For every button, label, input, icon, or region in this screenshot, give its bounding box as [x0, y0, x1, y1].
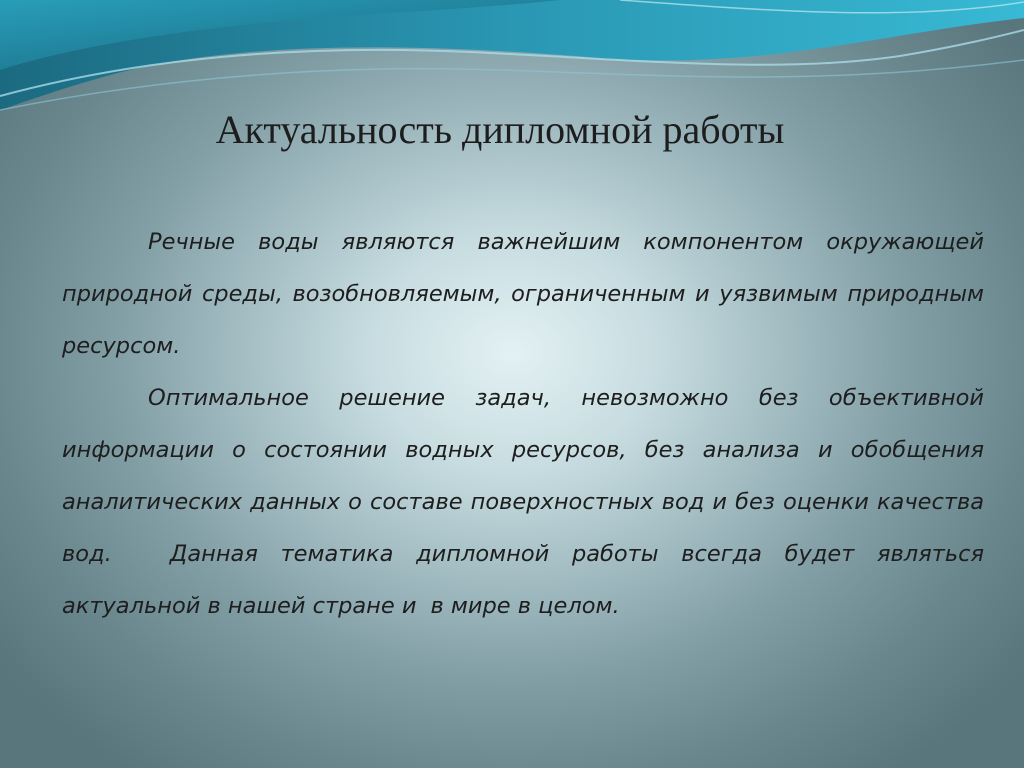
paragraph-relevance-part3: в мире в целом.: [430, 593, 620, 619]
wave-highlight-2: [0, 60, 1024, 110]
slide-body: [62, 216, 984, 632]
paragraph-relevance: [62, 372, 984, 632]
slide-title: Актуальность дипломной работы: [215, 107, 785, 152]
paragraph-rivers: Речные воды являются важнейшим компонентом окружающей природной среды, возобновляемым, ограниченным и уязвимым природным ресурсом.: [62, 229, 984, 359]
paragraph-relevance-part1: Оптимальное решение задач, невозможно без объективной информации о состоянии водных ресурсов, без анализа и обобщения аналитических данных о составе поверхностных вод и без оценки качества вод.: [62, 385, 984, 567]
paragraph-relevance-part2: Данная тематика дипломной работы всегда будет являться актуальной в нашей стране и: [62, 541, 984, 619]
